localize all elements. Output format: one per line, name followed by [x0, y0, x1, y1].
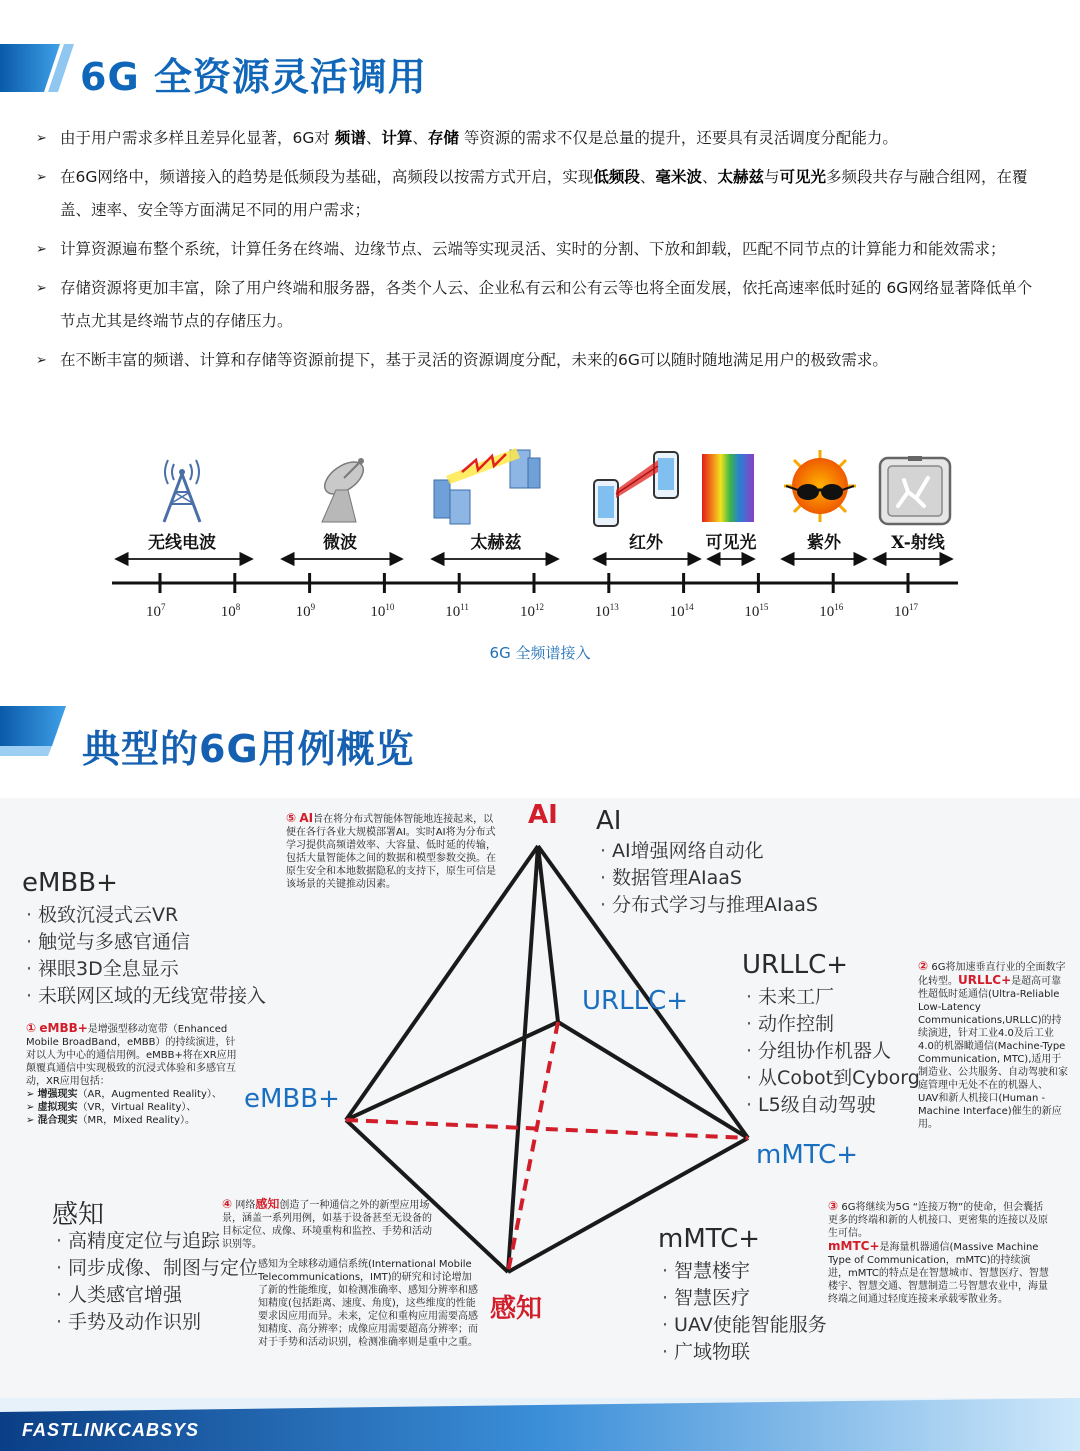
urllc-list-item: · 分组协作机器人 [746, 1040, 892, 1062]
tick-label: $10^{17}$ [894, 602, 918, 620]
band-label: 太赫兹 [470, 533, 522, 553]
bullet-item [36, 272, 1046, 338]
mmtc-list-item: · 广域物联 [662, 1341, 751, 1363]
spectrum-figure [0, 440, 1080, 680]
bullet-text: 与 [763, 168, 780, 186]
note-arrow-icon: ➢ [26, 1115, 38, 1126]
bullet-dot-icon: · [600, 840, 607, 862]
bullet-dot-icon: · [662, 1287, 669, 1309]
urllc-list-item: · 动作控制 [746, 1013, 835, 1035]
urllc-list-item: · 从Cobot到Cyborg [746, 1067, 920, 1089]
bullet-arrow-icon: ➢ [36, 170, 47, 185]
urllc-list-item: · 未来工厂 [746, 986, 835, 1008]
sensing-list-item: · 手势及动作识别 [56, 1311, 202, 1333]
bullet-dot-icon: · [26, 904, 33, 926]
bullet-item [36, 233, 1046, 266]
ai-list-item: · AI增强网络自动化 [600, 840, 764, 862]
band-label: 可见光 [705, 533, 757, 553]
bullet-arrow-icon: ➢ [36, 353, 47, 368]
ai-list-item: · 分布式学习与推理AIaaS [600, 894, 818, 916]
bullet-dot-icon: · [746, 1040, 753, 1062]
bullet-text: 计算资源遍布整个系统，计算任务在终端、边缘节点、云端等实现灵活、实时的分割、下放和卸载，匹配不同节点的计算能力和能效需求； [60, 240, 1006, 258]
bullet-dot-icon: · [662, 1314, 669, 1336]
urllc-list-item: · L5级自动驾驶 [746, 1094, 876, 1116]
bullet-dot-icon: · [56, 1257, 63, 1279]
tick-label: $10^{15}$ [744, 602, 769, 620]
sensing-list-item: · 高精度定位与追踪 [56, 1230, 221, 1252]
band-label: 红外 [629, 533, 663, 553]
bullet-dot-icon: · [662, 1260, 669, 1282]
section-title: 6G 全资源灵活调用 [80, 55, 427, 99]
usecase-panel [0, 798, 1080, 1398]
sensing-list-item: · 同步成像、制图与定位 [56, 1257, 259, 1279]
tick-label: $10^8$ [220, 602, 241, 620]
mmtc-list-item: · 智慧楼宇 [662, 1260, 751, 1282]
band-label: 紫外 [807, 533, 841, 553]
mmtc-title: mMTC+ [658, 1224, 761, 1254]
bullet-item [36, 161, 1046, 227]
urllc-list [746, 984, 920, 1119]
bullet-text: 多频段共存与融合组网，在覆盖、速率、安全等方面满足不同的用户需求； [60, 168, 1028, 219]
bullet-dot-icon: · [26, 985, 33, 1007]
bullet-dot-icon: · [26, 958, 33, 980]
pyramid-bottom-label: 感知 [490, 1294, 543, 1324]
note-list-item: ➢ 增强现实（AR，Augmented Reality）、 [26, 1089, 222, 1100]
band-label: X-射线 [891, 533, 945, 553]
embb-title: eMBB+ [22, 868, 118, 898]
bullet-text: 由于用户需求多样且差异化显著，6G对 [60, 129, 335, 147]
bullet-arrow-icon: ➢ [36, 131, 47, 146]
rainbow-icon [702, 454, 754, 522]
infrared-phones-icon [594, 452, 678, 526]
pyramid-right-label: mMTC+ [756, 1140, 859, 1170]
bullet-dot-icon: · [746, 1067, 753, 1089]
mmtc-list-item: · 智慧医疗 [662, 1287, 751, 1309]
bullet-dot-icon: · [600, 867, 607, 889]
tick-label: $10^{12}$ [520, 602, 544, 620]
bullet-dot-icon: · [662, 1341, 669, 1363]
bullet-text: 、 [639, 168, 656, 186]
note-ai: ⑤ AI旨在将分布式智能体智能地连接起来，以便在各行各业大规模部署AI。实时AI将为分布式学习提供高频谱效率、大容量、低时延的传输，包括大量智能体之间的数据和模型参数交换。在原生安全和本地数据隐私的支持下，原生可信是该场景的关键推动因素。 [286, 811, 496, 890]
embb-list-item: · 裸眼3D全息显示 [26, 958, 179, 980]
tick-label: $10^{10}$ [370, 602, 395, 620]
footer-bar [0, 1398, 1080, 1451]
mmtc-list-item: · UAV使能智能服务 [662, 1314, 827, 1336]
note-sensing: ④ 网络感知创造了一种通信之外的新型应用场景，涵盖一系列用例，如基于设备甚至无设备的目标定位、成像、环境重构和监控、手势和活动识别等。 [222, 1197, 432, 1250]
embb-list-item: · 触觉与多感官通信 [26, 931, 191, 953]
embb-list-item: · 未联网区域的无线宽带接入 [26, 985, 267, 1007]
ai-list-item: · 数据管理AIaaS [600, 867, 742, 889]
satellite-dish-icon [319, 456, 369, 522]
bullet-arrow-icon: ➢ [36, 281, 47, 296]
bullet-dot-icon: · [746, 986, 753, 1008]
bullet-keyword: 毫米波 [655, 168, 702, 186]
sun-sunglasses-icon [784, 450, 856, 522]
section-header-resources [0, 40, 1080, 100]
note-list-item: ➢ 虚拟现实（VR，Virtual Reality）、 [26, 1102, 197, 1113]
ai-list [600, 838, 818, 919]
pyramid-left-label: eMBB+ [244, 1084, 340, 1114]
bullet-item [36, 122, 1046, 155]
footer-brand: FASTLINKCABSYS [22, 1420, 200, 1440]
tick-label: $10^9$ [295, 602, 316, 620]
bullet-text: 、 [701, 168, 718, 186]
note-arrow-icon: ➢ [26, 1089, 38, 1100]
header-stripe-icon [0, 40, 80, 96]
bullet-dot-icon: · [56, 1311, 63, 1333]
section-header-usecases [0, 706, 1080, 771]
bullet-keyword: 计算 [381, 129, 413, 147]
tick-label: $10^{14}$ [669, 602, 694, 620]
urllc-title: URLLC+ [742, 950, 849, 980]
bullet-text: 、 [365, 129, 382, 147]
bullet-item [36, 344, 1046, 377]
section-title: 典型的6G用例概览 [82, 727, 415, 771]
bullet-text: 在不断丰富的频谱、计算和存储等资源前提下，基于灵活的资源调度分配，未来的6G可以随时随地满足用户的极致需求。 [60, 351, 888, 369]
bullet-text: 等资源的需求不仅是总量的提升，还要具有灵活调度分配能力。 [458, 129, 898, 147]
bullet-dot-icon: · [746, 1013, 753, 1035]
bullet-keyword: 可见光 [779, 168, 826, 186]
sensing-title: 感知 [52, 1200, 105, 1230]
bullet-dot-icon: · [56, 1230, 63, 1252]
spectrum-caption: 6G 全频谱接入 [489, 644, 591, 662]
tick-label: $10^7$ [146, 602, 166, 620]
note-sensing-detail: 感知为全球移动通信系统(International Mobile Telecommunications，IMT)的研究和讨论增加了新的性能维度，如检测准确率、感知分辨率和感知精度(包括距离、速度、角度)，这些维度的性能要求因应用而异。未来，定位和重构应用需要高感知精度、高分辨率；成像应用需要超高分辨率；而对于手势和活动识别，检测准确率则是重中之重。 [258, 1259, 478, 1348]
bullet-text: 存储资源将更加丰富，除了用户终端和服务器，各类个人云、企业私有云和公有云等也将全面发展，依托高速率低时延的 6G网络显著降低单个节点尤其是终端节点的存储压力。 [60, 279, 1033, 330]
tick-label: $10^{13}$ [594, 602, 619, 620]
bullet-text: 在6G网络中，频谱接入的趋势是低频段为基础，高频段以按需方式开启，实现 [60, 168, 594, 186]
bullet-list [36, 122, 1046, 383]
bullet-dot-icon: · [26, 931, 33, 953]
x-ray-icon [880, 456, 950, 524]
bullet-arrow-icon: ➢ [36, 242, 47, 257]
buildings-link-icon [434, 448, 540, 524]
note-embb: ① eMBB+是增强型移动宽带（Enhanced Mobile BroadBand，eMBB）的持续演进，针对以人为中心的通信用例。eMBB+将在XR应用颠覆真通信中实现极致的沉浸式体验和多感官互动，XR应用包括： ➢ 增强现实（AR，Augmented Reality）、 ➢ 虚拟现实（VR，Virtual Reality）、 ➢ 混合现实（MR，Mixed Reality）。 [26, 1021, 237, 1126]
pyramid-apex-label: AI [528, 800, 558, 830]
bullet-dot-icon: · [600, 894, 607, 916]
embb-list-item: · 极致沉浸式云VR [26, 904, 179, 926]
note-urllc: ② 6G将加速垂直行业的全面数字化转型。URLLC+是超高可靠性超低时延通信(Ultra-Reliable Low-Latency Communications,URLLC)的持续演进，针对工业4.0及后工业4.0的机器瞰通信(Machine-Type Communication, MTC),适用于制造业、公共服务、自动驾驶和家庭管理中无处不在的机器人、UAV和新人机接口(Human -Machine Interface)催生的新应用。 [918, 959, 1068, 1130]
bullet-keyword: 存储 [427, 129, 459, 147]
bullet-text: 、 [412, 129, 428, 147]
tick-label: $10^{11}$ [445, 602, 469, 620]
note-mmtc: ③ 6G将继续为5G “连接万物”的使命，但会囊括更多的终端和新的人机接口、更密集的连接以及原生可信。 mMTC+是海量机器通信(Massive Machine Type of Communication，mMTC)的持续演进，mMTC的特点是在智慧城市、智慧医疗、智慧楼宇、智慧交通、智慧制造二号智慧农业中，海量终端之间通过轻度连接来承载零散业务。 [828, 1199, 1049, 1305]
pyramid-back-label: URLLC+ [582, 986, 689, 1016]
embb-list [26, 902, 266, 1010]
sensing-list-item: · 人类感官增强 [56, 1284, 183, 1306]
header-stripe-icon [0, 706, 80, 756]
ai-title: AI [596, 806, 622, 836]
bullet-dot-icon: · [56, 1284, 63, 1306]
bullet-keyword: 频谱 [334, 129, 366, 147]
note-arrow-icon: ➢ [26, 1102, 38, 1113]
bullet-keyword: 太赫兹 [717, 168, 764, 186]
bullet-keyword: 低频段 [593, 168, 640, 186]
tick-label: $10^{16}$ [819, 602, 844, 620]
radio-tower-icon [164, 460, 200, 522]
band-label: 无线电波 [148, 533, 216, 553]
band-label: 微波 [323, 533, 357, 553]
mmtc-list [662, 1258, 827, 1366]
note-list-item: ➢ 混合现实（MR，Mixed Reality）。 [26, 1115, 196, 1126]
bullet-dot-icon: · [746, 1094, 753, 1116]
